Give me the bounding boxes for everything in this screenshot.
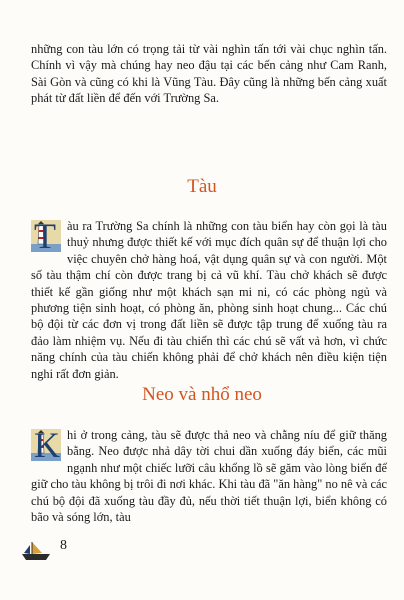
paragraph-tau	[31, 218, 387, 382]
paragraph-neo-body: hi ở trong cảng, tàu sẽ được thả neo và chằng níu để giữ thăng bằng. Neo được nhả dây tời chui dần xuống đáy biển, các mũi ngạnh như một chiếc lưỡi câu khổng lồ sẽ găm vào lòng biển để giữ cho tàu không bị trôi đi nơi khác. Khi tàu đã "ăn hàng" no nê và các chú bộ đội đã xuống tàu đầy đủ, nếu thời tiết thuận lợi, biển không có bão và sóng lớn, tàu	[31, 428, 387, 525]
paragraph-intro: những con tàu lớn có trọng tải từ vài nghìn tấn tới vài chục nghìn tấn. Chính vì vậy mà chúng hay neo đậu tại các bến cảng như Cam Ranh, Sài Gòn và cũng có khi là Vũng Tàu. Đây cũng là những bến cảng xuất phát từ đất liền để đến với Trường Sa.	[31, 42, 387, 106]
dropcap-letter: T	[34, 216, 56, 256]
page-number: 8	[60, 538, 67, 553]
paragraph-neo	[31, 427, 387, 525]
dropcap-letter: K	[34, 425, 60, 465]
section-title-tau: Tàu	[187, 176, 217, 197]
section-title-neo: Neo và nhổ neo	[142, 384, 262, 405]
dropcap-lighthouse-icon	[31, 216, 61, 256]
paragraph-tau-body: àu ra Trường Sa chính là những con tàu biển hay còn gọi là tàu thuỷ nhưng được thiết kế với mục đích quân sự để thuận lợi cho việc chuyên chở hàng hoá, vật dụng quân sự và con người. Một số tàu thậm chí còn được trang bị cả vũ khí. Tàu chở khách sẽ được thiết kế gần giống như một khách sạn mi ni, có các phòng ngủ và phương tiện sinh hoạt, có phòng ăn, phòng sinh hoạt chung... Các chú bộ đội từ các đơn vị trong đất liền sẽ được tập trung để xuống tàu ra đảo làm nhiệm vụ. Nếu đi tàu chiến thì các chú sẽ vất vả hơn, vì chức năng chính của tàu chiến không phải để chở khách nên điều kiện tiện nghi rất đơn giản.	[31, 219, 387, 381]
dropcap-lighthouse-icon	[31, 425, 61, 465]
